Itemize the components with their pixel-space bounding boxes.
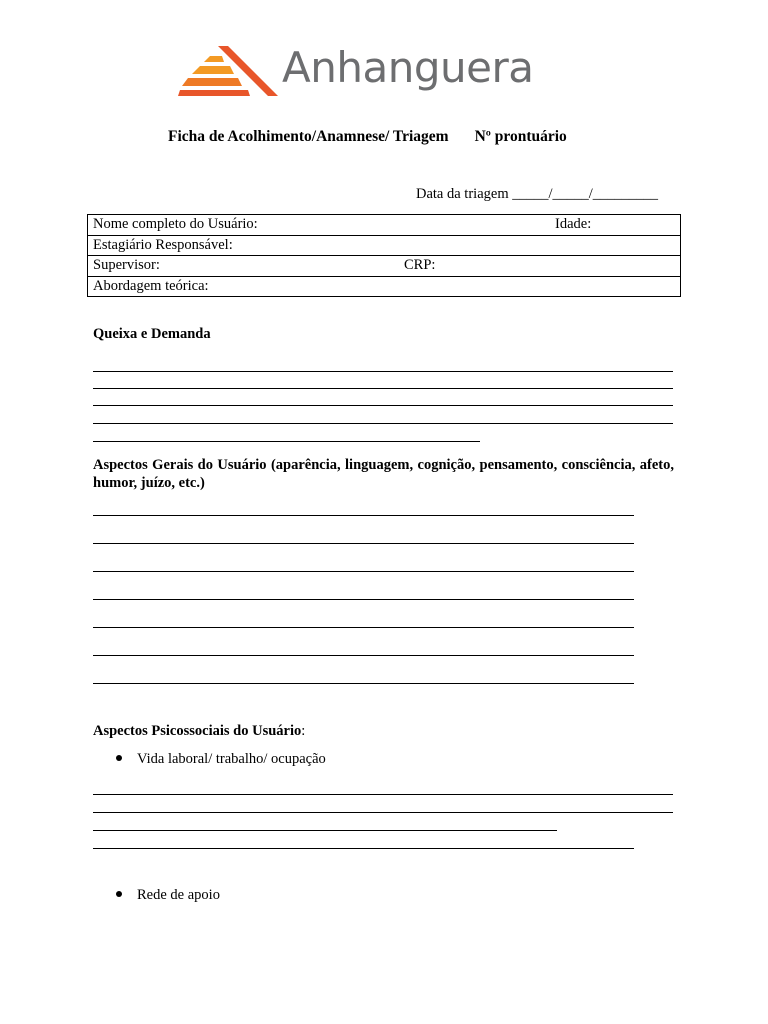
document-title (168, 128, 567, 146)
support-bullet-item (116, 887, 220, 904)
complaint-line[interactable] (93, 441, 480, 442)
work-line[interactable] (93, 848, 634, 849)
crp-label: CRP: (404, 257, 436, 273)
support-bullet-label: Rede de apoio (137, 887, 220, 903)
form-title: Ficha de Acolhimento/Anamnese/ Triagem (168, 128, 449, 145)
complaint-line[interactable] (93, 405, 673, 406)
psychosocial-title-text: Aspectos Psicossociais do Usuário (93, 723, 302, 739)
work-line[interactable] (93, 830, 557, 831)
anhanguera-logo (178, 44, 598, 100)
psychosocial-title-colon: : (301, 723, 306, 739)
work-line[interactable] (93, 812, 673, 813)
patient-info-table (87, 214, 681, 297)
general-aspects-line[interactable] (93, 655, 634, 656)
anhanguera-logo-icon (178, 44, 278, 96)
general-aspects-line[interactable] (93, 543, 634, 544)
general-aspects-section-title: Aspectos Gerais do Usuário (aparência, linguagem, cognição, pensamento, consciência, afeto, humor, juízo, etc.) (93, 457, 674, 491)
work-bullet-label: Vida laboral/ trabalho/ ocupação (137, 751, 326, 767)
general-aspects-line[interactable] (93, 515, 634, 516)
complaint-section-title: Queixa e Demanda (93, 326, 211, 342)
intern-row[interactable] (87, 235, 681, 257)
supervisor-label: Supervisor: (93, 257, 160, 273)
bullet-icon (116, 755, 122, 761)
full-name-label: Nome completo do Usuário: (93, 216, 258, 232)
general-aspects-line[interactable] (93, 599, 634, 600)
supervisor-row[interactable] (87, 255, 681, 277)
work-line[interactable] (93, 794, 673, 795)
triage-date-field[interactable]: Data da triagem _____/_____/_________ (416, 186, 659, 202)
bullet-icon (116, 891, 122, 897)
complaint-line[interactable] (93, 388, 673, 389)
full-name-row[interactable] (87, 214, 681, 236)
psychosocial-section-title (93, 723, 305, 740)
work-bullet-item (116, 751, 326, 768)
complaint-line[interactable] (93, 371, 673, 372)
intern-label: Estagiário Responsável: (93, 236, 233, 253)
general-aspects-line[interactable] (93, 627, 634, 628)
record-number-label: Nº prontuário (474, 128, 567, 145)
general-aspects-line[interactable] (93, 683, 634, 684)
approach-row[interactable] (87, 276, 681, 298)
general-aspects-line[interactable] (93, 571, 634, 572)
age-label: Idade: (555, 216, 592, 232)
logo-wordmark: Anhanguera (282, 43, 534, 92)
complaint-line[interactable] (93, 423, 673, 424)
approach-label: Abordagem teórica: (93, 277, 209, 294)
